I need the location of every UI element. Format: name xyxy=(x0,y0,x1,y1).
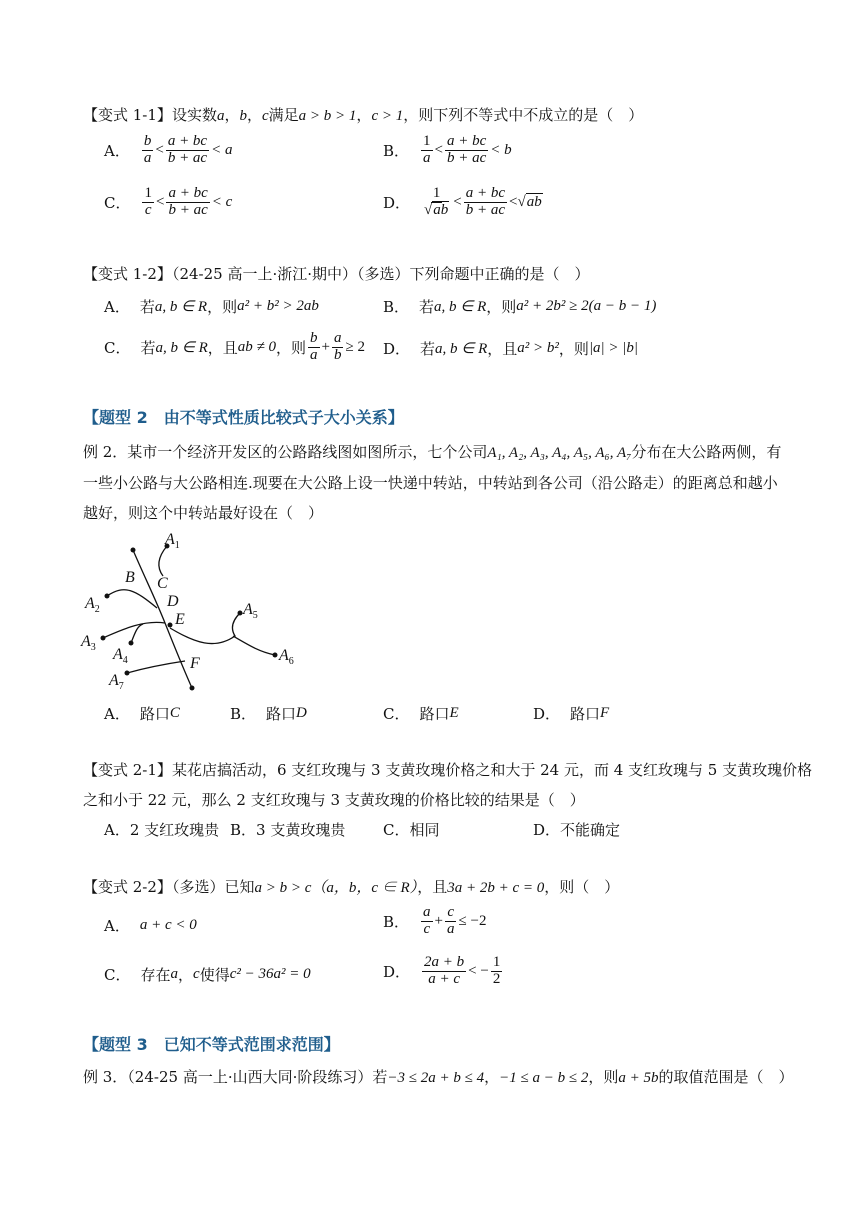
text: ，则（ ） xyxy=(544,878,620,896)
road-a6 xyxy=(233,636,275,655)
option-label: B． xyxy=(230,705,257,723)
sqrt-body: ab xyxy=(433,201,449,218)
option-label: B． xyxy=(383,141,410,160)
math: ab ≠ 0 xyxy=(237,338,276,355)
den: b + ac xyxy=(447,149,487,166)
fraction xyxy=(422,955,466,988)
v12-tag: 【变式 1-2】 xyxy=(83,265,172,283)
ex2-line-1 xyxy=(83,441,781,462)
text: （多选）已知 xyxy=(171,878,255,896)
num: b xyxy=(310,330,318,346)
section-heading-3: 【题型 3 已知不等式范围求范围】 xyxy=(83,1035,340,1054)
v21-line-2: 之和小于 22 元，那么 2 支红玫瑰与 3 支黄玫瑰的价格比较的结果是（ ） xyxy=(83,791,585,809)
math: a, b ∈ R xyxy=(435,341,488,357)
option-label: A． xyxy=(104,298,130,316)
label-a4: $A_4$ xyxy=(113,646,128,666)
text: ，则 xyxy=(207,298,238,316)
den: a xyxy=(423,149,431,166)
v11-text: 设实数 xyxy=(171,106,217,124)
label-c: C xyxy=(157,575,168,592)
v12-option-c xyxy=(104,331,365,364)
math: c xyxy=(193,966,200,982)
fraction xyxy=(166,186,209,219)
text: 路口 xyxy=(139,705,170,723)
den xyxy=(422,203,451,219)
lt: < xyxy=(453,193,462,210)
label-f: F xyxy=(190,655,200,672)
v12-stem xyxy=(83,263,590,284)
option-label: B． xyxy=(383,912,410,931)
den: a xyxy=(310,346,318,363)
var-a: a xyxy=(216,108,225,124)
num: 1 xyxy=(423,133,431,149)
v11-text: 满足 xyxy=(268,106,299,124)
v22-option-d xyxy=(383,955,504,988)
v11-tag: 【变式 1-1】 xyxy=(83,106,172,124)
den: b + ac xyxy=(168,201,208,218)
v11-option-c xyxy=(104,186,232,219)
math: a² + 2b² ≥ 2(a − b − 1) xyxy=(516,298,657,314)
den: a xyxy=(447,920,455,937)
den: c xyxy=(423,920,431,937)
label-a1: $A_1$ xyxy=(165,531,180,551)
label-a6: $A_6$ xyxy=(279,647,294,667)
math: a > b > c xyxy=(254,880,312,896)
tail: < c xyxy=(211,193,233,210)
v21-option-d: D．不能确定 xyxy=(533,821,621,839)
ex2-line-3: 越好，则这个中转站最好设在（ ） xyxy=(83,504,324,522)
math: a, b ∈ R xyxy=(155,339,208,356)
v21-tag: 【变式 2-1】 xyxy=(83,761,172,779)
num: a + bc xyxy=(447,133,487,149)
road-diagram xyxy=(75,528,315,698)
label-a7: $A_7$ xyxy=(109,672,124,692)
v22-stem xyxy=(83,876,619,897)
plus: + xyxy=(321,338,330,355)
v21-option-c: C．相同 xyxy=(383,821,440,839)
math: D xyxy=(296,705,307,721)
label-a2: $A_2$ xyxy=(85,595,100,615)
num: 1 xyxy=(492,954,501,970)
option-label: B． xyxy=(383,298,410,316)
den: a + c xyxy=(428,970,460,987)
fraction xyxy=(421,134,433,167)
sep: ， xyxy=(246,106,262,124)
label-d: D xyxy=(167,593,179,610)
math: a + c < 0 xyxy=(139,917,197,933)
tail: ≥ 2 xyxy=(345,338,365,355)
option-label: C． xyxy=(104,193,131,212)
option-label: D． xyxy=(533,705,561,723)
num: a + bc xyxy=(168,185,208,201)
math: 3a + 2b + c = 0 xyxy=(447,880,545,896)
num: a xyxy=(333,330,342,346)
section-heading-2: 【题型 2 由不等式性质比较式子大小关系】 xyxy=(83,408,404,427)
text: 路口 xyxy=(266,705,297,723)
v12-text: （24-25 高一上·浙江·期中）（多选）下列命题中正确的是（ ） xyxy=(171,265,590,283)
num: 2a + b xyxy=(424,954,465,970)
text: 若 xyxy=(419,298,435,316)
math: C xyxy=(169,705,180,721)
text: 的取值范围是（ ） xyxy=(658,1068,794,1086)
v21-line-1 xyxy=(83,759,812,780)
fraction xyxy=(421,905,433,938)
math: −3 ≤ 2a + b ≤ 4 xyxy=(387,1070,485,1086)
math: a² + b² > 2ab xyxy=(237,298,319,314)
option-label: C． xyxy=(383,705,410,723)
sep: ， xyxy=(224,106,240,124)
math: a, b ∈ R xyxy=(434,299,487,315)
den: b + ac xyxy=(167,149,208,166)
tail: ≤ −2 xyxy=(458,912,487,929)
sqrt-sign: √ xyxy=(424,201,433,218)
math: a + 5b xyxy=(618,1070,659,1086)
road-a1 xyxy=(159,546,167,576)
text: 例 3．（24-25 高一上·山西大同·阶段练习）若 xyxy=(83,1068,388,1086)
text: 例 2．某市一个经济开发区的公路路线图如图所示，七个公司 xyxy=(83,443,488,461)
fraction xyxy=(166,134,209,167)
v11-option-d xyxy=(383,186,543,219)
tail: < a xyxy=(211,141,233,158)
num: 1 xyxy=(144,185,152,201)
den: b xyxy=(333,346,342,363)
text: 某花店搞活动，6 支红玫瑰与 3 支黄玫瑰价格之和大于 24 元，而 4 支红玫瑰与 5 支黄玫瑰价格 xyxy=(171,761,813,779)
var-b: b xyxy=(239,108,247,124)
math: a² > b² xyxy=(517,340,559,356)
text: 若 xyxy=(140,338,156,357)
v11-option-a xyxy=(104,134,232,167)
node-e xyxy=(168,623,173,628)
v11-stem xyxy=(83,104,643,125)
fraction xyxy=(464,186,507,219)
node-top xyxy=(131,548,136,553)
v22-option-c xyxy=(104,964,311,985)
option-label: A． xyxy=(104,141,130,160)
fraction xyxy=(142,134,154,167)
option-label: D． xyxy=(383,340,411,358)
option-label: C． xyxy=(104,338,131,357)
node-bottom xyxy=(190,686,195,691)
lt: < − xyxy=(468,962,489,979)
ex3-stem xyxy=(83,1066,793,1087)
node-a5 xyxy=(238,611,243,616)
plus: + xyxy=(434,912,443,929)
text: 使得 xyxy=(199,966,230,984)
text: 分布在大公路两侧，有 xyxy=(631,443,782,461)
sqrt-sign: √ xyxy=(517,193,526,210)
math: E xyxy=(449,705,459,721)
math-cond: a > b > 1 xyxy=(298,108,357,124)
var-c: c xyxy=(261,108,269,124)
den: a xyxy=(143,149,152,166)
label-a5: $A_5$ xyxy=(243,601,258,621)
num: 1 xyxy=(432,185,441,201)
text: 路口 xyxy=(419,705,450,723)
text: 路口 xyxy=(570,705,601,723)
v12-option-b xyxy=(383,296,656,317)
ex2-option-d xyxy=(533,703,609,724)
node-a7 xyxy=(125,671,130,676)
math: c² − 36a² = 0 xyxy=(229,966,311,982)
num: a xyxy=(423,904,431,920)
text: 若 xyxy=(420,340,436,358)
option-label: A． xyxy=(104,917,130,935)
v12-option-a xyxy=(104,296,319,317)
v22-option-b xyxy=(383,905,486,938)
node-a6 xyxy=(273,653,278,658)
num: c xyxy=(447,904,455,920)
option-label: D． xyxy=(383,193,411,212)
text: 存在 xyxy=(140,966,171,984)
v11-text: ，则下列不等式中不成立的是（ ） xyxy=(403,106,644,124)
math: F xyxy=(600,705,610,721)
lt: < xyxy=(434,141,443,158)
option-label: D． xyxy=(383,962,411,981)
option-label: C． xyxy=(104,966,131,984)
node-a2 xyxy=(105,594,110,599)
sep: ， xyxy=(356,106,372,124)
road-a2 xyxy=(107,590,157,608)
math: a, b ∈ R xyxy=(154,299,208,315)
companies: A₁, A₂, A₃, A₄, A₅, A₆, A₇ xyxy=(487,445,632,461)
fraction xyxy=(422,186,451,219)
den: b + ac xyxy=(465,201,506,218)
text: ，则 xyxy=(558,340,589,358)
num: b xyxy=(143,133,152,149)
math: （a，b，c ∈ R） xyxy=(311,880,418,896)
den: 2 xyxy=(492,970,501,987)
v21-option-b: B．3 支黄玫瑰贵 xyxy=(230,821,346,839)
text: ，则 xyxy=(486,298,517,316)
label-e: E xyxy=(175,611,185,628)
fraction xyxy=(491,955,503,988)
math: a xyxy=(170,966,178,982)
road-a7 xyxy=(127,661,185,673)
text: ，且 xyxy=(487,340,518,358)
text: ，且 xyxy=(417,878,448,896)
v22-tag: 【变式 2-2】 xyxy=(83,878,172,896)
text: ，则 xyxy=(588,1068,619,1086)
lt: < xyxy=(155,141,164,158)
v12-option-d xyxy=(383,338,638,359)
num: a + bc xyxy=(167,133,208,149)
fraction xyxy=(142,186,154,219)
node-a3 xyxy=(101,636,106,641)
fraction xyxy=(445,134,488,167)
num: a + bc xyxy=(465,185,506,201)
fraction xyxy=(332,331,344,364)
label-a3: $A_3$ xyxy=(81,633,96,653)
ex2-line-2: 一些小公路与大公路相连.现要在大公路上设一快递中转站，中转站到各公司（沿公路走）的距离总和越小 xyxy=(83,474,778,492)
sqrt-body: ab xyxy=(526,194,542,211)
tail: < b xyxy=(490,141,512,158)
math: |a| > |b| xyxy=(588,340,639,356)
text: ，且 xyxy=(207,338,238,357)
option-label: A． xyxy=(104,705,130,723)
v21-option-a: A．2 支红玫瑰贵 xyxy=(104,821,220,839)
lt: < xyxy=(509,193,518,210)
text: ， xyxy=(484,1068,500,1086)
math: −1 ≤ a − b ≤ 2 xyxy=(499,1070,589,1086)
v11-option-b xyxy=(383,134,512,167)
ex2-option-c xyxy=(383,703,459,724)
fraction xyxy=(308,331,320,364)
lt: < xyxy=(155,193,165,210)
text: ，则 xyxy=(275,338,306,357)
text: 若 xyxy=(139,298,155,316)
fraction xyxy=(445,905,457,938)
node-a4 xyxy=(129,641,134,646)
label-b: B xyxy=(125,569,135,586)
math-cond: c > 1 xyxy=(371,108,404,124)
den: c xyxy=(144,201,152,218)
ex2-option-b xyxy=(230,703,307,724)
ex2-option-a xyxy=(104,703,180,724)
text: ， xyxy=(178,966,194,984)
v22-option-a xyxy=(104,915,197,936)
